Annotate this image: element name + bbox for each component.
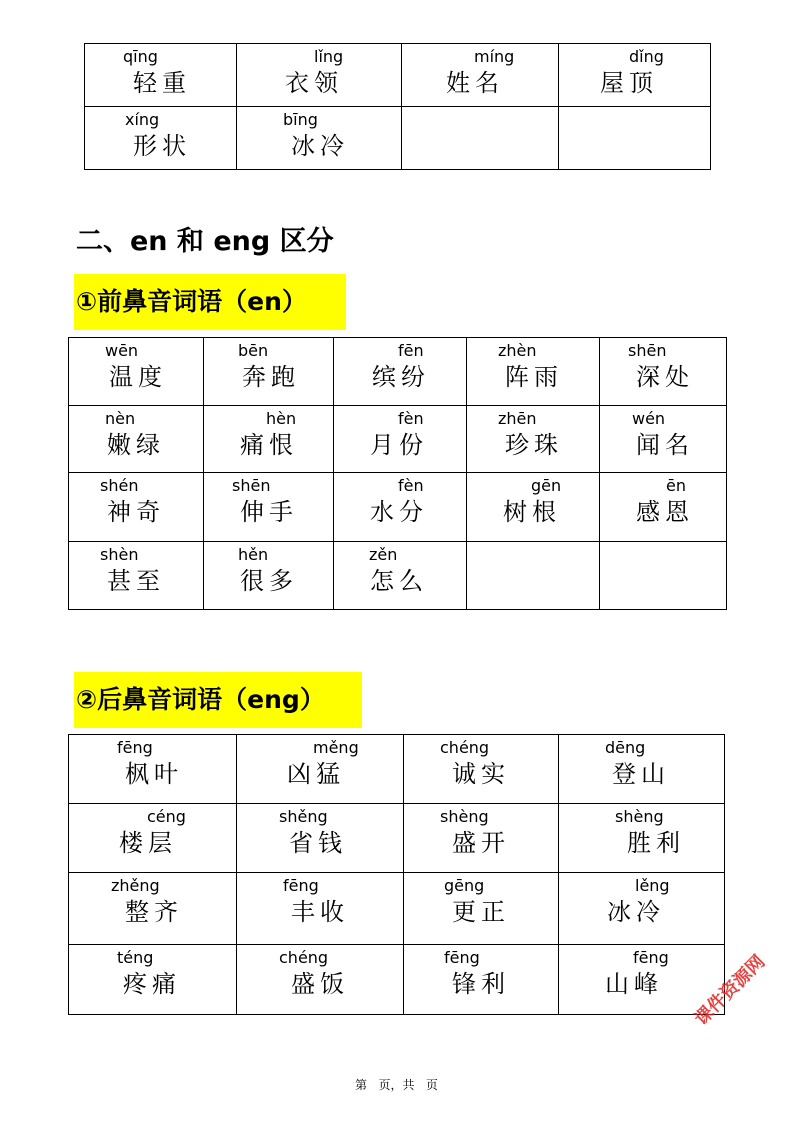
word: 轻重 [133, 69, 191, 97]
word: 诚实 [452, 760, 510, 788]
word-cell [404, 804, 559, 873]
pinyin: wén [632, 409, 666, 428]
word: 疼痛 [123, 970, 181, 998]
word: 阵雨 [505, 363, 563, 391]
pinyin: zhēn [498, 409, 537, 428]
pinyin: shén [100, 476, 139, 495]
word-cell [559, 804, 725, 873]
pinyin: lěng [635, 876, 670, 895]
pinyin: céng [147, 807, 186, 826]
pinyin: fēng [283, 876, 319, 895]
pinyin: fēng [117, 738, 153, 757]
word: 水分 [370, 498, 428, 526]
word-cell [237, 873, 404, 945]
pinyin: fèn [398, 409, 424, 428]
empty-cell [600, 542, 727, 610]
section-heading: 二、en 和 eng 区分 [76, 226, 334, 257]
pinyin: lǐng [314, 47, 344, 66]
empty-cell [402, 107, 559, 170]
word-cell [559, 44, 711, 107]
table-row [69, 804, 725, 873]
front-nasal-subheading: ①前鼻音词语（en） [74, 274, 346, 330]
word: 神奇 [107, 498, 165, 526]
pinyin: dēng [605, 738, 646, 757]
word: 丰收 [291, 898, 349, 926]
word: 奔跑 [242, 363, 300, 391]
pinyin: shèn [100, 545, 139, 564]
word: 盛饭 [291, 970, 349, 998]
word-cell [69, 735, 237, 804]
page-footer: 第 页，共 页 [355, 1078, 438, 1092]
word-cell [69, 542, 204, 610]
pinyin: zhèn [498, 341, 537, 360]
word: 锋利 [452, 970, 510, 998]
pinyin: bīng [283, 110, 318, 129]
word: 嫩绿 [107, 431, 165, 459]
word: 盛开 [452, 829, 510, 857]
word-cell [237, 945, 404, 1015]
word: 月份 [370, 431, 428, 459]
word: 温度 [109, 363, 167, 391]
word-cell [237, 804, 404, 873]
word-cell [69, 804, 237, 873]
pinyin: nèn [105, 409, 136, 428]
word-cell [69, 406, 204, 473]
pinyin: gēng [444, 876, 485, 895]
pinyin: shěng [279, 807, 328, 826]
word: 伸手 [240, 498, 298, 526]
word: 姓名 [446, 69, 504, 97]
word: 甚至 [107, 567, 165, 595]
word-cell [85, 44, 237, 107]
word: 闻名 [636, 431, 694, 459]
table-row [69, 473, 727, 542]
word-cell [404, 945, 559, 1015]
word: 屋顶 [600, 69, 658, 97]
table-row [69, 945, 725, 1015]
word: 缤纷 [372, 363, 430, 391]
pinyin: shēn [628, 341, 667, 360]
pinyin: hěn [238, 545, 269, 564]
pinyin: měng [313, 738, 359, 757]
word-cell [204, 542, 334, 610]
pinyin: shèng [440, 807, 489, 826]
word-cell [559, 735, 725, 804]
pinyin: fèn [398, 476, 424, 495]
pinyin: hèn [266, 409, 297, 428]
word-cell [334, 542, 467, 610]
word-cell [467, 406, 600, 473]
word: 很多 [240, 567, 298, 595]
word: 珍珠 [505, 431, 563, 459]
pinyin: bēn [238, 341, 269, 360]
word: 楼层 [119, 829, 177, 857]
pinyin: zhěng [111, 876, 160, 895]
word: 胜利 [627, 829, 685, 857]
word-cell [237, 107, 402, 170]
table-row [85, 107, 711, 170]
ing-words-table [84, 43, 711, 170]
word-cell [600, 338, 727, 406]
word: 冰冷 [291, 132, 349, 160]
word: 形状 [133, 132, 191, 160]
word-cell [334, 473, 467, 542]
word: 怎么 [370, 567, 428, 595]
word-cell [69, 945, 237, 1015]
pinyin: téng [117, 948, 154, 967]
word: 枫叶 [125, 760, 183, 788]
pinyin: fēng [633, 948, 669, 967]
word-cell [600, 406, 727, 473]
table-row [69, 542, 727, 610]
empty-cell [559, 107, 711, 170]
word-cell [237, 44, 402, 107]
word: 深处 [636, 363, 694, 391]
table-row [69, 873, 725, 945]
word-cell [467, 338, 600, 406]
word: 痛恨 [240, 431, 298, 459]
pinyin: xíng [125, 110, 160, 129]
word-cell [334, 338, 467, 406]
word-cell [404, 735, 559, 804]
word-cell [334, 406, 467, 473]
word: 凶猛 [287, 760, 345, 788]
pinyin: gēn [531, 476, 562, 495]
back-nasal-subheading: ②后鼻音词语（eng） [74, 672, 362, 728]
table-row [85, 44, 711, 107]
word: 更正 [452, 898, 510, 926]
word-cell [600, 473, 727, 542]
watermark-logo: 课件资源网 [690, 951, 770, 1030]
word-cell [402, 44, 559, 107]
word: 衣领 [285, 69, 343, 97]
pinyin: zěn [369, 545, 398, 564]
empty-cell [467, 542, 600, 610]
word-cell [559, 873, 725, 945]
word-cell [69, 873, 237, 945]
table-row [69, 735, 725, 804]
word: 感恩 [636, 498, 694, 526]
eng-words-table [68, 734, 725, 1015]
pinyin: shēn [232, 476, 271, 495]
word: 省钱 [289, 829, 347, 857]
pinyin: shèng [615, 807, 664, 826]
table-row [69, 338, 727, 406]
pinyin: qīng [123, 47, 158, 66]
word-cell [237, 735, 404, 804]
word-cell [69, 473, 204, 542]
word-cell [204, 473, 334, 542]
word: 登山 [612, 760, 670, 788]
word-cell [204, 406, 334, 473]
pinyin: míng [474, 47, 515, 66]
word: 树根 [503, 498, 561, 526]
word: 山峰 [605, 970, 663, 998]
pinyin: chéng [440, 738, 490, 757]
pinyin: fēng [444, 948, 480, 967]
word-cell [85, 107, 237, 170]
word-cell [69, 338, 204, 406]
pinyin: fēn [398, 341, 424, 360]
word: 冰冷 [607, 898, 665, 926]
pinyin: wēn [105, 341, 139, 360]
en-words-table [68, 337, 727, 610]
word: 整齐 [125, 898, 183, 926]
table-row [69, 406, 727, 473]
pinyin: chéng [279, 948, 329, 967]
word-cell [404, 873, 559, 945]
pinyin: ēn [666, 476, 686, 495]
pinyin: dǐng [629, 47, 664, 66]
word-cell [204, 338, 334, 406]
word-cell [467, 473, 600, 542]
